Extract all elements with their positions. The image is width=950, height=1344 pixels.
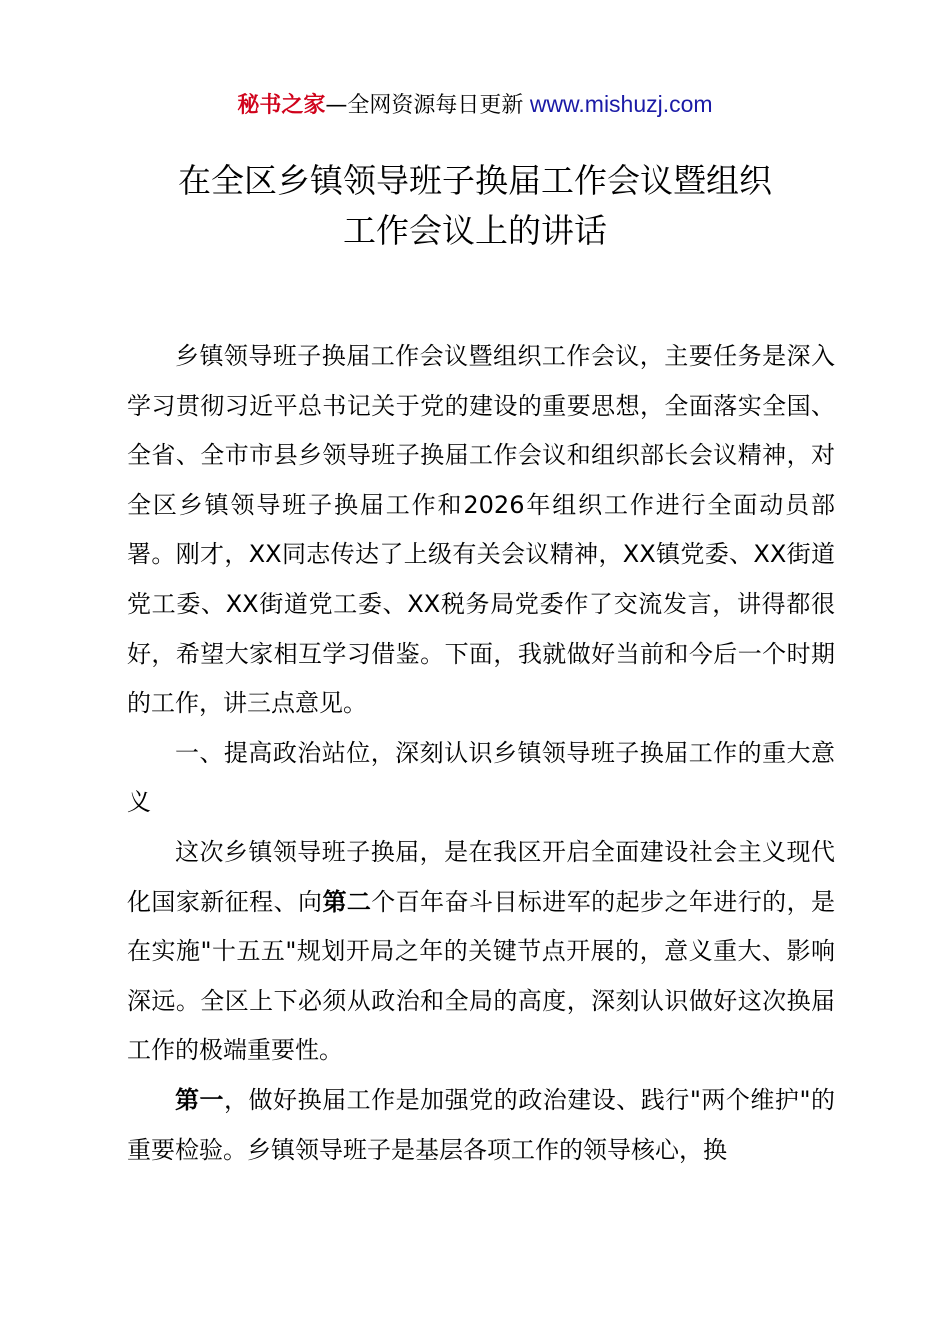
paragraph-significance-text-a: 这次乡镇领导班子换届，是在我区开启全面建设社会主义现代化国家新征程、向	[127, 837, 835, 916]
header-tagline: —全网资源每日更新	[325, 93, 524, 118]
page-header	[0, 88, 950, 122]
document-body	[127, 332, 835, 1175]
title-line-1: 在全区乡镇领导班子换届工作会议暨组织	[178, 161, 772, 200]
paragraph-significance-text-b: 个百年奋斗目标进军的起步之年进行的，是在实施"十五五"规划开局之年的关键节点开展的，意义重大、影响深远。全区上下必须从政治和全局的高度，深刻认识做好这次换届工作的极端重要性。	[127, 887, 836, 1065]
title-line-2: 工作会议上的讲话	[343, 211, 607, 250]
paragraph-significance	[127, 828, 835, 1076]
bold-ordinal-first: 第一	[175, 1085, 225, 1114]
section-heading-1: 一、提高政治站位，深刻认识乡镇领导班子换届工作的重大意义	[127, 738, 835, 817]
document-title	[0, 156, 950, 256]
paragraph-intro: 乡镇领导班子换届工作会议暨组织工作会议，主要任务是深入学习贯彻习近平总书记关于党的建设的重要思想，全面落实全国、全省、全市市县乡领导班子换届工作会议和组织部长会议精神，对全区乡镇领导班子换届工作和2026年组织工作进行全面动员部署。刚才，XX同志传达了上级有关会议精神，XX镇党委、XX街道党工委、XX街道党工委、XX税务局党委作了交流发言，讲得都很好，希望大家相互学习借鉴。下面，我就做好当前和今后一个时期的工作，讲三点意见。	[127, 342, 835, 718]
website-link[interactable]: www.mishuzj.com	[523, 91, 713, 117]
bold-ordinal-second: 第二	[322, 887, 372, 916]
paragraph-first-point-text: ，做好换届工作是加强党的政治建设、践行"两个维护"的重要检验。乡镇领导班子是基层各项工作的领导核心，换	[127, 1085, 835, 1164]
brand-name: 秘书之家	[237, 93, 326, 118]
paragraph-first-point	[127, 1076, 835, 1175]
